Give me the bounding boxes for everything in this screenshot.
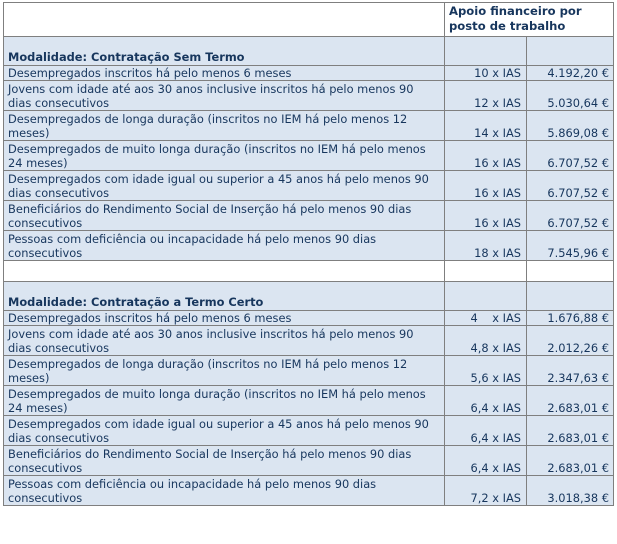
support-amount: 2.683,01 € xyxy=(527,446,614,476)
table-row xyxy=(4,231,614,261)
beneficiary-category: Pessoas com deficiência ou incapacidade há pelo menos 90 dias consecutivos xyxy=(4,231,445,261)
beneficiary-category: Jovens com idade até aos 30 anos inclusive inscritos há pelo menos 90 dias consecutivos xyxy=(4,81,445,111)
beneficiary-category: Desempregados de longa duração (inscritos no IEM há pelo menos 12 meses) xyxy=(4,356,445,386)
beneficiary-category: Beneficiários do Rendimento Social de Inserção há pelo menos 90 dias consecutivos xyxy=(4,446,445,476)
support-amount: 6.707,52 € xyxy=(527,171,614,201)
ias-multiplier: 6,4 x IAS xyxy=(445,386,527,416)
table-row xyxy=(4,311,614,326)
table-row xyxy=(4,81,614,111)
ias-multiplier: 12 x IAS xyxy=(445,81,527,111)
beneficiary-category: Desempregados com idade igual ou superior a 45 anos há pelo menos 90 dias consecutivos xyxy=(4,171,445,201)
ias-multiplier: 16 x IAS xyxy=(445,171,527,201)
support-amount: 1.676,88 € xyxy=(527,311,614,326)
section-header-cell xyxy=(527,282,614,311)
header-row xyxy=(4,3,614,37)
header-blank-cell xyxy=(4,3,445,37)
support-amount: 2.012,26 € xyxy=(527,326,614,356)
table-row xyxy=(4,66,614,81)
table-row xyxy=(4,386,614,416)
table-row xyxy=(4,416,614,446)
support-amount: 5.869,08 € xyxy=(527,111,614,141)
section-header-cell xyxy=(527,37,614,66)
beneficiary-category: Beneficiários do Rendimento Social de Inserção há pelo menos 90 dias consecutivos xyxy=(4,201,445,231)
ias-multiplier: 7,2 x IAS xyxy=(445,476,527,506)
ias-multiplier: 18 x IAS xyxy=(445,231,527,261)
section-spacer xyxy=(4,261,614,282)
spacer-cell xyxy=(445,261,527,282)
header-title: Apoio financeiro por posto de trabalho xyxy=(445,3,614,37)
support-amount: 2.683,01 € xyxy=(527,416,614,446)
beneficiary-category: Desempregados com idade igual ou superior a 45 anos há pelo menos 90 dias consecutivos xyxy=(4,416,445,446)
support-amount: 2.347,63 € xyxy=(527,356,614,386)
beneficiary-category: Desempregados de muito longa duração (inscritos no IEM há pelo menos 24 meses) xyxy=(4,386,445,416)
beneficiary-category: Jovens com idade até aos 30 anos inclusive inscritos há pelo menos 90 dias consecutivos xyxy=(4,326,445,356)
ias-multiplier: 6,4 x IAS xyxy=(445,416,527,446)
ias-multiplier: 5,6 x IAS xyxy=(445,356,527,386)
ias-multiplier: 14 x IAS xyxy=(445,111,527,141)
table-row xyxy=(4,201,614,231)
ias-multiplier: 4 x IAS xyxy=(445,311,527,326)
spacer-cell xyxy=(527,261,614,282)
support-amount: 3.018,38 € xyxy=(527,476,614,506)
ias-multiplier: 6,4 x IAS xyxy=(445,446,527,476)
ias-multiplier: 16 x IAS xyxy=(445,141,527,171)
table-row xyxy=(4,476,614,506)
table-row xyxy=(4,356,614,386)
financial-support-table xyxy=(3,2,614,506)
spacer-cell xyxy=(4,261,445,282)
beneficiary-category: Desempregados inscritos há pelo menos 6 meses xyxy=(4,311,445,326)
table-row xyxy=(4,326,614,356)
table-row xyxy=(4,446,614,476)
support-amount: 4.192,20 € xyxy=(527,66,614,81)
section-header-cell xyxy=(445,282,527,311)
support-amount: 2.683,01 € xyxy=(527,386,614,416)
beneficiary-category: Pessoas com deficiência ou incapacidade há pelo menos 90 dias consecutivos xyxy=(4,476,445,506)
ias-multiplier: 10 x IAS xyxy=(445,66,527,81)
support-amount: 5.030,64 € xyxy=(527,81,614,111)
table-row xyxy=(4,171,614,201)
beneficiary-category: Desempregados de longa duração (inscritos no IEM há pelo menos 12 meses) xyxy=(4,111,445,141)
ias-multiplier: 16 x IAS xyxy=(445,201,527,231)
beneficiary-category: Desempregados inscritos há pelo menos 6 meses xyxy=(4,66,445,81)
support-amount: 6.707,52 € xyxy=(527,201,614,231)
section-header-cell xyxy=(445,37,527,66)
table-row xyxy=(4,141,614,171)
section-title: Modalidade: Contratação Sem Termo xyxy=(4,37,445,66)
section-title: Modalidade: Contratação a Termo Certo xyxy=(4,282,445,311)
section-header-row xyxy=(4,282,614,311)
table-row xyxy=(4,111,614,141)
section-header-row xyxy=(4,37,614,66)
beneficiary-category: Desempregados de muito longa duração (inscritos no IEM há pelo menos 24 meses) xyxy=(4,141,445,171)
ias-multiplier: 4,8 x IAS xyxy=(445,326,527,356)
support-amount: 7.545,96 € xyxy=(527,231,614,261)
support-amount: 6.707,52 € xyxy=(527,141,614,171)
